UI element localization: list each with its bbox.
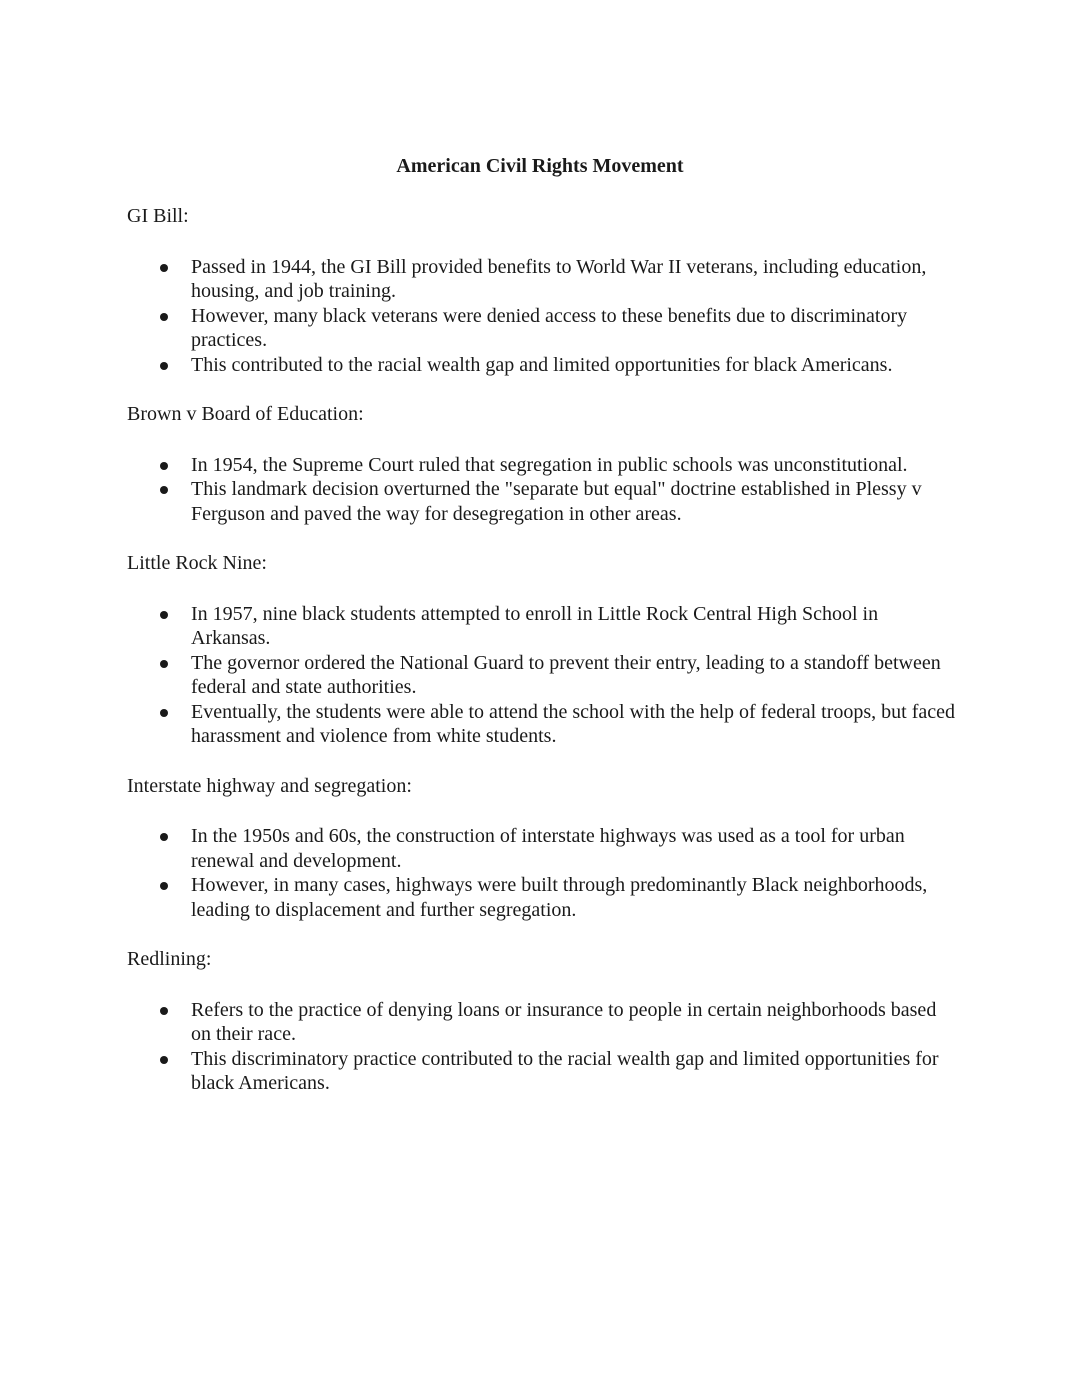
section-gi-bill — [127, 204, 957, 377]
bullet-text: However, in many cases, highways were built through predominantly Black neighborhoods, leading to displacement and further segregation. — [191, 874, 928, 921]
section-heading: Little Rock Nine: — [127, 552, 267, 574]
bullet-item — [127, 700, 957, 749]
bullet-item — [127, 651, 957, 700]
bullet-dot-icon — [160, 611, 168, 619]
section-little-rock-nine — [127, 551, 957, 749]
bullet-dot-icon — [160, 1056, 168, 1064]
bullet-list — [127, 824, 957, 922]
document-body — [127, 204, 957, 1121]
bullet-item — [127, 602, 957, 651]
bullet-text: In the 1950s and 60s, the construction of interstate highways was used as a tool for urban renewal and development. — [191, 825, 905, 872]
bullet-item — [127, 255, 957, 304]
bullet-text: Passed in 1944, the GI Bill provided benefits to World War II veterans, including education, housing, and job training. — [191, 255, 927, 302]
bullet-dot-icon — [160, 660, 168, 668]
bullet-dot-icon — [160, 486, 168, 494]
section-heading: Redlining: — [127, 948, 212, 970]
section-redlining — [127, 947, 957, 1096]
page-title: American Civil Rights Movement — [396, 155, 684, 177]
bullet-item — [127, 1047, 957, 1096]
bullet-item — [127, 824, 957, 873]
bullet-dot-icon — [160, 709, 168, 717]
bullet-text: Refers to the practice of denying loans or insurance to people in certain neighborhoods based on their race. — [191, 998, 937, 1045]
bullet-list — [127, 453, 957, 527]
bullet-text: This discriminatory practice contributed to the racial wealth gap and limited opportunities for black Americans. — [191, 1047, 939, 1094]
bullet-item — [127, 453, 957, 478]
bullet-item — [127, 304, 957, 353]
bullet-list — [127, 255, 957, 378]
bullet-text: In 1954, the Supreme Court ruled that segregation in public schools was unconstitutional. — [191, 453, 908, 476]
section-brown-v-board — [127, 402, 957, 526]
bullet-dot-icon — [160, 264, 168, 272]
section-heading: Brown v Board of Education: — [127, 403, 364, 425]
section-interstate-highway — [127, 774, 957, 923]
bullet-dot-icon — [160, 1007, 168, 1015]
bullet-text: This contributed to the racial wealth gap and limited opportunities for black Americans. — [191, 353, 893, 376]
bullet-dot-icon — [160, 362, 168, 370]
bullet-text: In 1957, nine black students attempted to enroll in Little Rock Central High School in Arkansas. — [191, 602, 879, 649]
bullet-dot-icon — [160, 313, 168, 321]
bullet-list — [127, 998, 957, 1096]
bullet-dot-icon — [160, 833, 168, 841]
bullet-dot-icon — [160, 882, 168, 890]
bullet-text: However, many black veterans were denied access to these benefits due to discriminatory practices. — [191, 304, 908, 351]
bullet-dot-icon — [160, 462, 168, 470]
bullet-list — [127, 602, 957, 749]
bullet-text: This landmark decision overturned the "separate but equal" doctrine established in Plessy v Ferguson and paved the way for desegregation in other areas. — [191, 478, 922, 525]
bullet-item — [127, 477, 957, 526]
bullet-text: The governor ordered the National Guard to prevent their entry, leading to a standoff between federal and state authorities. — [191, 651, 941, 698]
bullet-item — [127, 353, 957, 378]
section-heading: GI Bill: — [127, 205, 189, 227]
bullet-item — [127, 998, 957, 1047]
section-heading: Interstate highway and segregation: — [127, 774, 412, 797]
bullet-text: Eventually, the students were able to attend the school with the help of federal troops, but faced harassment and violence from white students. — [191, 700, 956, 747]
bullet-item — [127, 873, 957, 922]
